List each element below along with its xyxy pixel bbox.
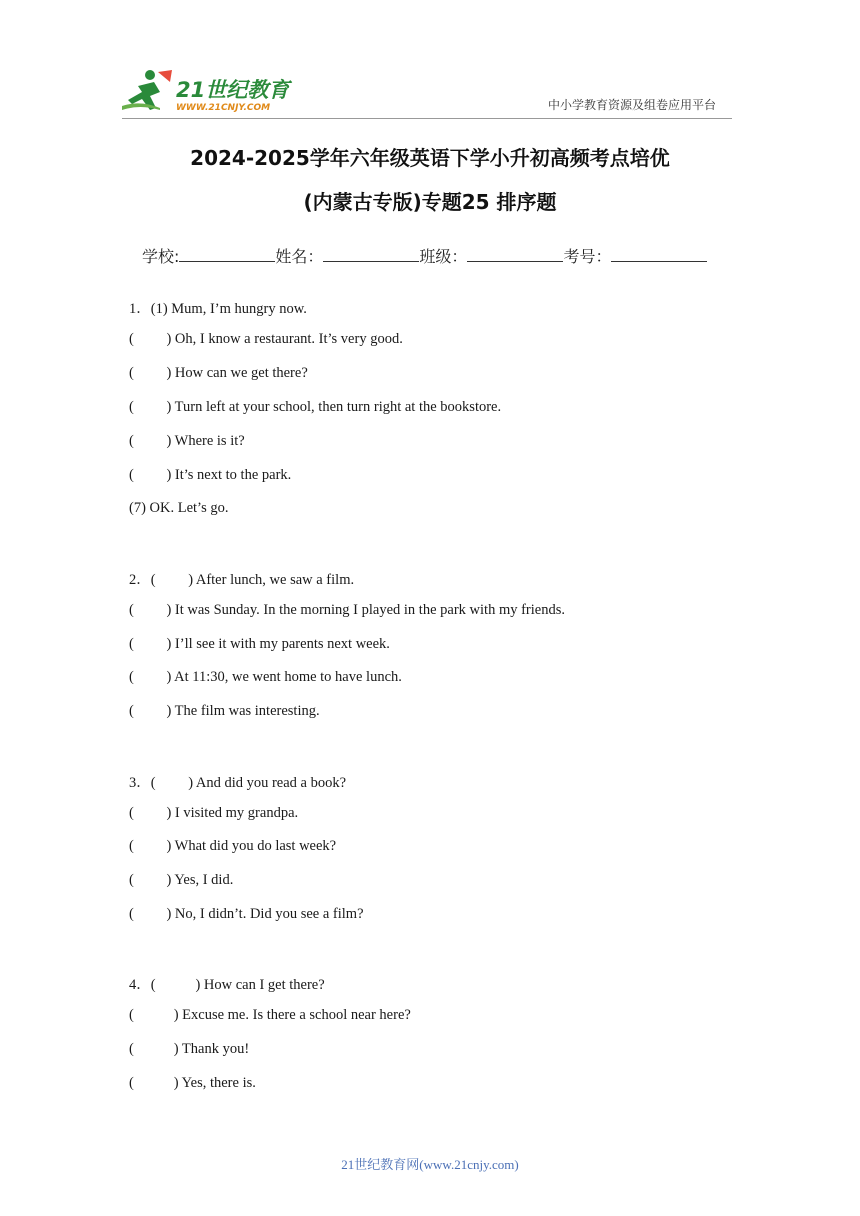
- question-1-line-4: ( ) Turn left at your school, then turn right at the bookstore.: [129, 399, 502, 415]
- question-4-line-2: ( ) Excuse me. Is there a school near here?: [129, 1007, 411, 1023]
- question-3-line-1: 3．( ) And did you read a book?: [129, 775, 347, 791]
- question-2-line-4: ( ) At 11:30, we went home to have lunch.: [129, 669, 402, 685]
- question-2-line-5: ( ) The film was interesting.: [129, 703, 320, 719]
- question-1-line-1: 1．(1) Mum, I’m hungry now.: [129, 301, 307, 317]
- question-1-line-7: (7) OK. Let’s go.: [129, 500, 229, 516]
- header-divider: [122, 118, 732, 119]
- name-blank[interactable]: [323, 247, 419, 262]
- question-4-line-1: 4．( ) How can I get there?: [129, 977, 325, 993]
- number-blank[interactable]: [611, 247, 707, 262]
- logo-text: 21世纪教育: [176, 78, 290, 102]
- question-1-line-3: ( ) How can we get there?: [129, 365, 308, 381]
- question-2-line-1: 2．( ) After lunch, we saw a film.: [129, 572, 355, 588]
- question-4-line-4: ( ) Yes, there is.: [129, 1075, 256, 1091]
- question-2-line-2: ( ) It was Sunday. In the morning I played in the park with my friends.: [129, 602, 565, 618]
- question-1-line-2: ( ) Oh, I know a restaurant. It’s very good.: [129, 331, 403, 347]
- logo-url: WWW.21CNJY.COM: [176, 103, 271, 113]
- runner-icon: [122, 70, 172, 110]
- student-info: [142, 244, 707, 267]
- footer-link[interactable]: 21世纪教育网(www.21cnjy.com): [341, 1157, 519, 1172]
- document-title: 2024-2025学年六年级英语下学小升初高频考点培优: [190, 146, 670, 170]
- question-2-line-3: ( ) I’ll see it with my parents next week.: [129, 636, 390, 652]
- number-label: 考号：: [563, 247, 612, 266]
- name-label: 姓名：: [275, 247, 324, 266]
- question-3-line-5: ( ) No, I didn’t. Did you see a film?: [129, 906, 364, 922]
- question-3-line-3: ( ) What did you do last week?: [129, 838, 337, 854]
- school-blank[interactable]: [179, 247, 275, 262]
- question-4-line-3: ( ) Thank you!: [129, 1041, 250, 1057]
- class-blank[interactable]: [467, 247, 563, 262]
- question-1-line-5: ( ) Where is it?: [129, 433, 245, 449]
- question-3-line-4: ( ) Yes, I did.: [129, 872, 234, 888]
- logo: [120, 66, 295, 116]
- platform-label: 中小学教育资源及组卷应用平台: [548, 98, 717, 112]
- question-3-line-2: ( ) I visited my grandpa.: [129, 805, 299, 821]
- class-label: 班级：: [419, 247, 468, 266]
- question-1-line-6: ( ) It’s next to the park.: [129, 467, 292, 483]
- school-label: 学校:: [142, 247, 180, 266]
- document-subtitle: (内蒙古专版)专题25 排序题: [303, 190, 557, 214]
